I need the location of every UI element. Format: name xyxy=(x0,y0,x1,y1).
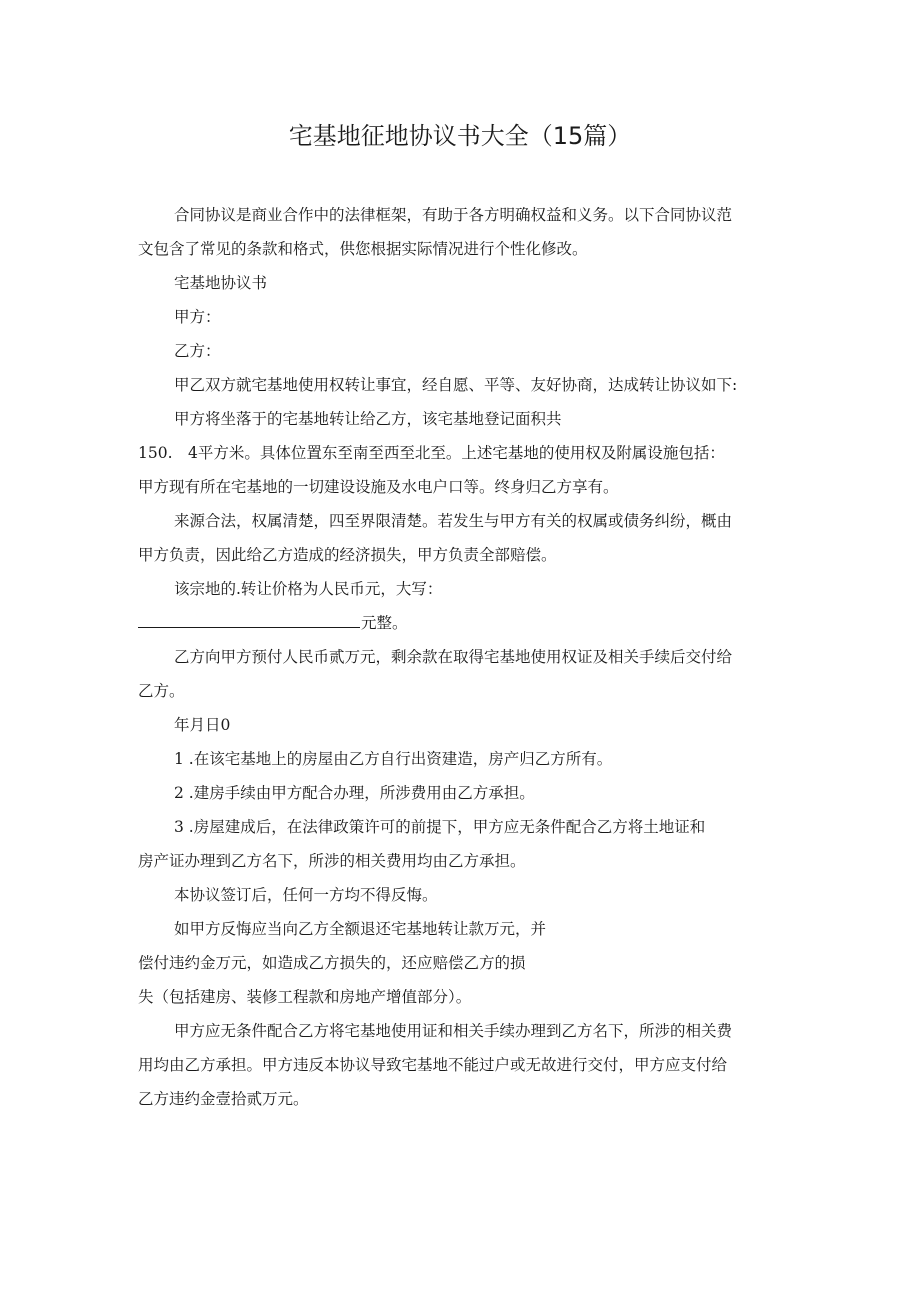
section-heading: 宅基地协议书 xyxy=(174,274,268,292)
paragraph-line: 本协议签订后，任何一方均不得反悔。 xyxy=(174,886,438,904)
paragraph-line: 如甲方反悔应当向乙方全额退还宅基地转让款万元，并 xyxy=(174,920,547,938)
paragraph-line: 乙方向甲方预付人民币贰万元，剩余款在取得宅基地使用权证及相关手续后交付给 xyxy=(174,648,733,666)
paragraph-line: 偿付违约金万元，如造成乙方损失的，还应赔偿乙方的损 xyxy=(138,954,526,972)
document-title: 宅基地征地协议书大全（15篇） xyxy=(288,122,632,150)
document-body xyxy=(138,198,788,1116)
paragraph-line: 甲方应无条件配合乙方将宅基地使用证和相关手续办理到乙方名下，所涉的相关费 xyxy=(174,1022,733,1040)
paragraph-line: 甲方将坐落于的宅基地转让给乙方，该宅基地登记面积共 xyxy=(174,410,562,428)
date-line: 年月日0 xyxy=(174,716,231,734)
clause-2: 2 .建房手续由甲方配合办理，所涉费用由乙方承担。 xyxy=(174,784,535,802)
party-b-line: 乙方： xyxy=(174,342,221,360)
paragraph-line: 甲乙双方就宅基地使用权转让事宜，经自愿、平等、友好协商，达成转让协议如下: xyxy=(174,376,738,394)
paragraph-line: 乙方。 xyxy=(138,682,185,700)
paragraph-line: 甲方负责，因此给乙方造成的经济损失，甲方负责全部赔偿。 xyxy=(138,546,557,564)
paragraph-line: 文包含了常见的条款和格式，供您根据实际情况进行个性化修改。 xyxy=(138,240,588,258)
paragraph-line: 150. 4平方米。具体位置东至南至西至北至。上述宅基地的使用权及附属设施包括： xyxy=(138,444,725,462)
paragraph-line: 甲方现有所在宅基地的一切建设设施及水电户口等。终身归乙方享有。 xyxy=(138,478,619,496)
clause-1: 1 .在该宅基地上的房屋由乙方自行出资建造，房产归乙方所有。 xyxy=(174,750,613,768)
price-line: 该宗地的.转让价格为人民币元，大写： xyxy=(174,580,443,598)
fill-in-blank xyxy=(138,609,360,628)
price-amount-line xyxy=(138,606,788,640)
party-a-line: 甲方： xyxy=(174,308,221,326)
paragraph-line: 房产证办理到乙方名下，所涉的相关费用均由乙方承担。 xyxy=(138,852,526,870)
paragraph-line: 失（包括建房、装修工程款和房地产增值部分）。 xyxy=(138,988,472,1006)
paragraph-line: 来源合法，权属清楚，四至界限清楚。若发生与甲方有关的权属或债务纠纷，概由 xyxy=(174,512,733,530)
paragraph-line: 合同协议是商业合作中的法律框架，有助于各方明确权益和义务。以下合同协议范 xyxy=(174,206,733,224)
paragraph-line: 用均由乙方承担。甲方违反本协议导致宅基地不能过户或无故进行交付，甲方应支付给 xyxy=(138,1056,728,1074)
price-suffix: 元整。 xyxy=(361,614,408,632)
paragraph-line: 乙方违约金壹拾贰万元。 xyxy=(138,1090,309,1108)
clause-3: 3 .房屋建成后，在法律政策许可的前提下，甲方应无条件配合乙方将土地证和 xyxy=(174,818,706,836)
